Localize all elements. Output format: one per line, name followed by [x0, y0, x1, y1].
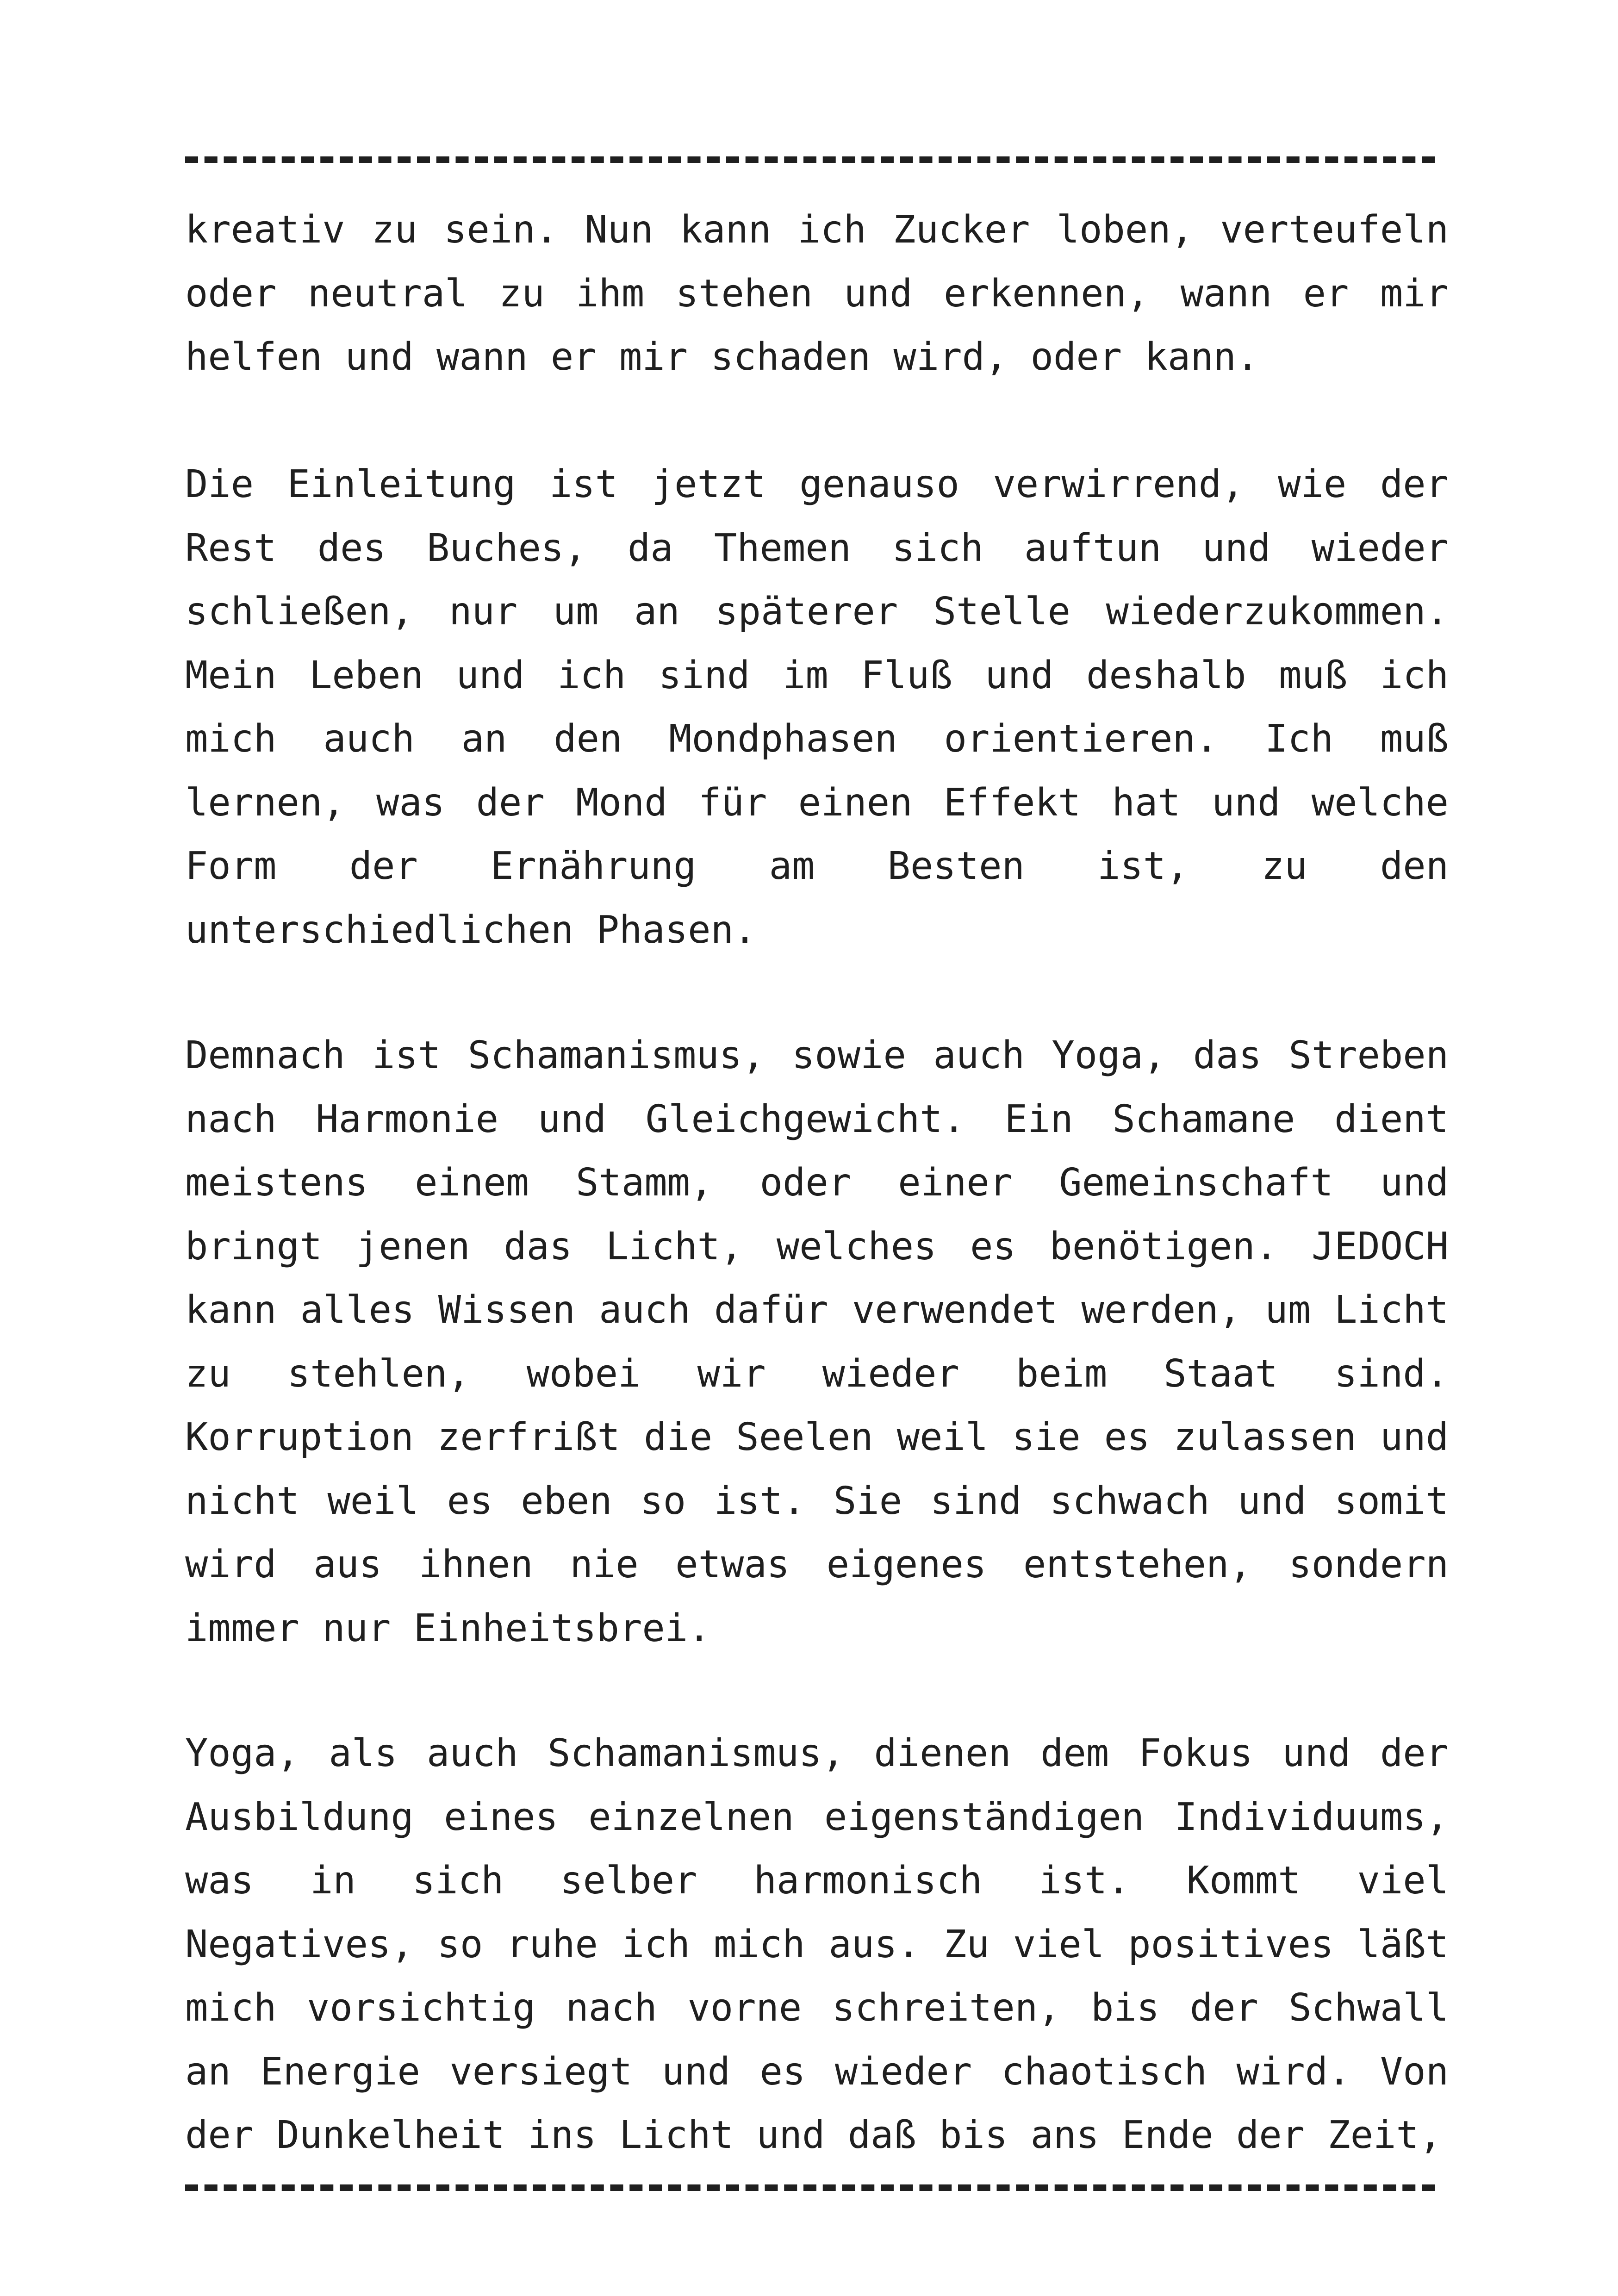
paragraph-4: Yoga, als auch Schamanismus, dienen dem Fokus und der Ausbildung eines einzelnen eigenständigen Individuums, was in sich selber harmonisch ist. Kommt viel Negatives, so ruhe ich mich aus. Zu viel positives läßt mich vorsichtig nach vorne schreiten, bis der Schwall an Energie versiegt und es wieder chaotisch wird. Von der Dunkelheit ins Licht und daß bis ans Ende der Zeit,: [185, 1731, 1449, 2157]
paragraph-2: Die Einleitung ist jetzt genauso verwirrend, wie der Rest des Buches, da Themen sich auftun und wieder schließen, nur um an späterer Stelle wiederzukommen. Mein Leben und ich sind im Fluß und deshalb muß ich mich auch an den Mondphasen orientieren. Ich muß lernen, was der Mond für einen Effekt hat und welche Form der Ernährung am Besten ist, zu den unterschiedlichen Phasen.: [185, 462, 1449, 952]
bottom-dashed-rule: [185, 2184, 1435, 2191]
paragraph-3: Demnach ist Schamanismus, sowie auch Yoga, das Streben nach Harmonie und Gleichgewicht. Ein Schamane dient meistens einem Stamm, oder einer Gemeinschaft und bringt jenen das Licht, welches es benötigen. JEDOCH kann alles Wissen auch dafür verwendet werden, um Licht zu stehlen, wobei wir wieder beim Staat sind. Korruption zerfrißt die Seelen weil sie es zulassen und nicht weil es eben so ist. Sie sind schwach und somit wird aus ihnen nie etwas eigenes entstehen, sondern immer nur Einheitsbrei.: [185, 1033, 1449, 1650]
paragraph-1: kreativ zu sein. Nun kann ich Zucker loben, verteufeln oder neutral zu ihm stehen und erkennen, wann er mir helfen und wann er mir schaden wird, oder kann.: [185, 208, 1449, 379]
document-page: [185, 0, 1449, 2296]
top-dashed-rule: [185, 156, 1435, 163]
